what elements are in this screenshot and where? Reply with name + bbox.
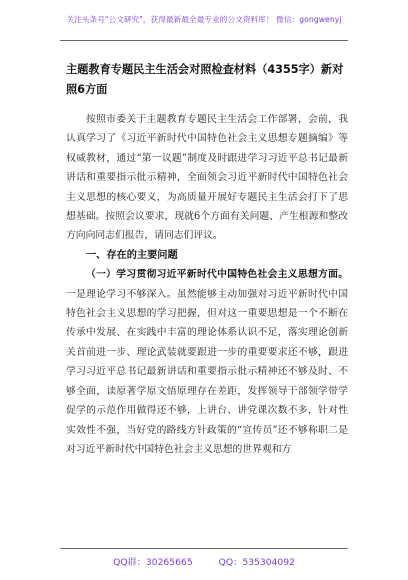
subsection-body: 一是理论学习不够深入。虽然能够主动加强对习近平新时代中国特色社会主义思想的学习把握，但对这一重要思想是一个不断在传承中发展、在实践中丰富的理论体系认识不足，落实理论创新关首前进一步、理论武装就要跟进一步的重要要求还不够，跟进学习习近平总书记最新讲话和重要指示批示精神还不够及时、不够全面，读原著学原文悟原理存在差距，发挥领导干部领学带学促学的示范作用做得还不够，上讲台、讲党课次数不多，针对性实效性不强，当好党的路线方针政策的“宣传员”还不够称职二是对习近平新时代中国特色社会主义思想的世界观和方 [66,288,348,455]
footer-divider [60,548,348,549]
footer-qq-group: QQ群：30265665 [113,557,193,568]
header-banner: 关注头条号"公文研究"，获得最新最全最专业的公文资料库！ 微信：gongwenyj [66,14,342,24]
footer [60,554,348,572]
document-body [66,60,348,459]
intro-paragraph: 按照市委关于主题教育专题民主生活会工作部署，会前，我认真学习了《习近平新时代中国特色社会主义思想专题摘编》等权威教材，通过“第一议题”制度及时跟进学习习近平总书记最新讲话和重要指示批示精神，全面领会习近平新时代中国特色社会主义思想的核心要义，为高质量开展好专题民主生活会打下了思想基础。按照会议要求，现就6个方面有关问题、产生根源和整改方向向同志们报告，请同志们评议。 [66,114,348,242]
footer-qq: QQ：535304092 [218,557,295,568]
subsection-paragraph [66,265,348,459]
section-heading: 一、存在的主要问题 [86,249,178,261]
header-divider [60,40,348,41]
document-title: 主题教育专题民主生活会对照检查材料（4355字）新对照6方面 [66,63,344,96]
subsection-lead: （一）学习贯彻习近平新时代中国特色社会主义思想方面。 [86,269,348,281]
